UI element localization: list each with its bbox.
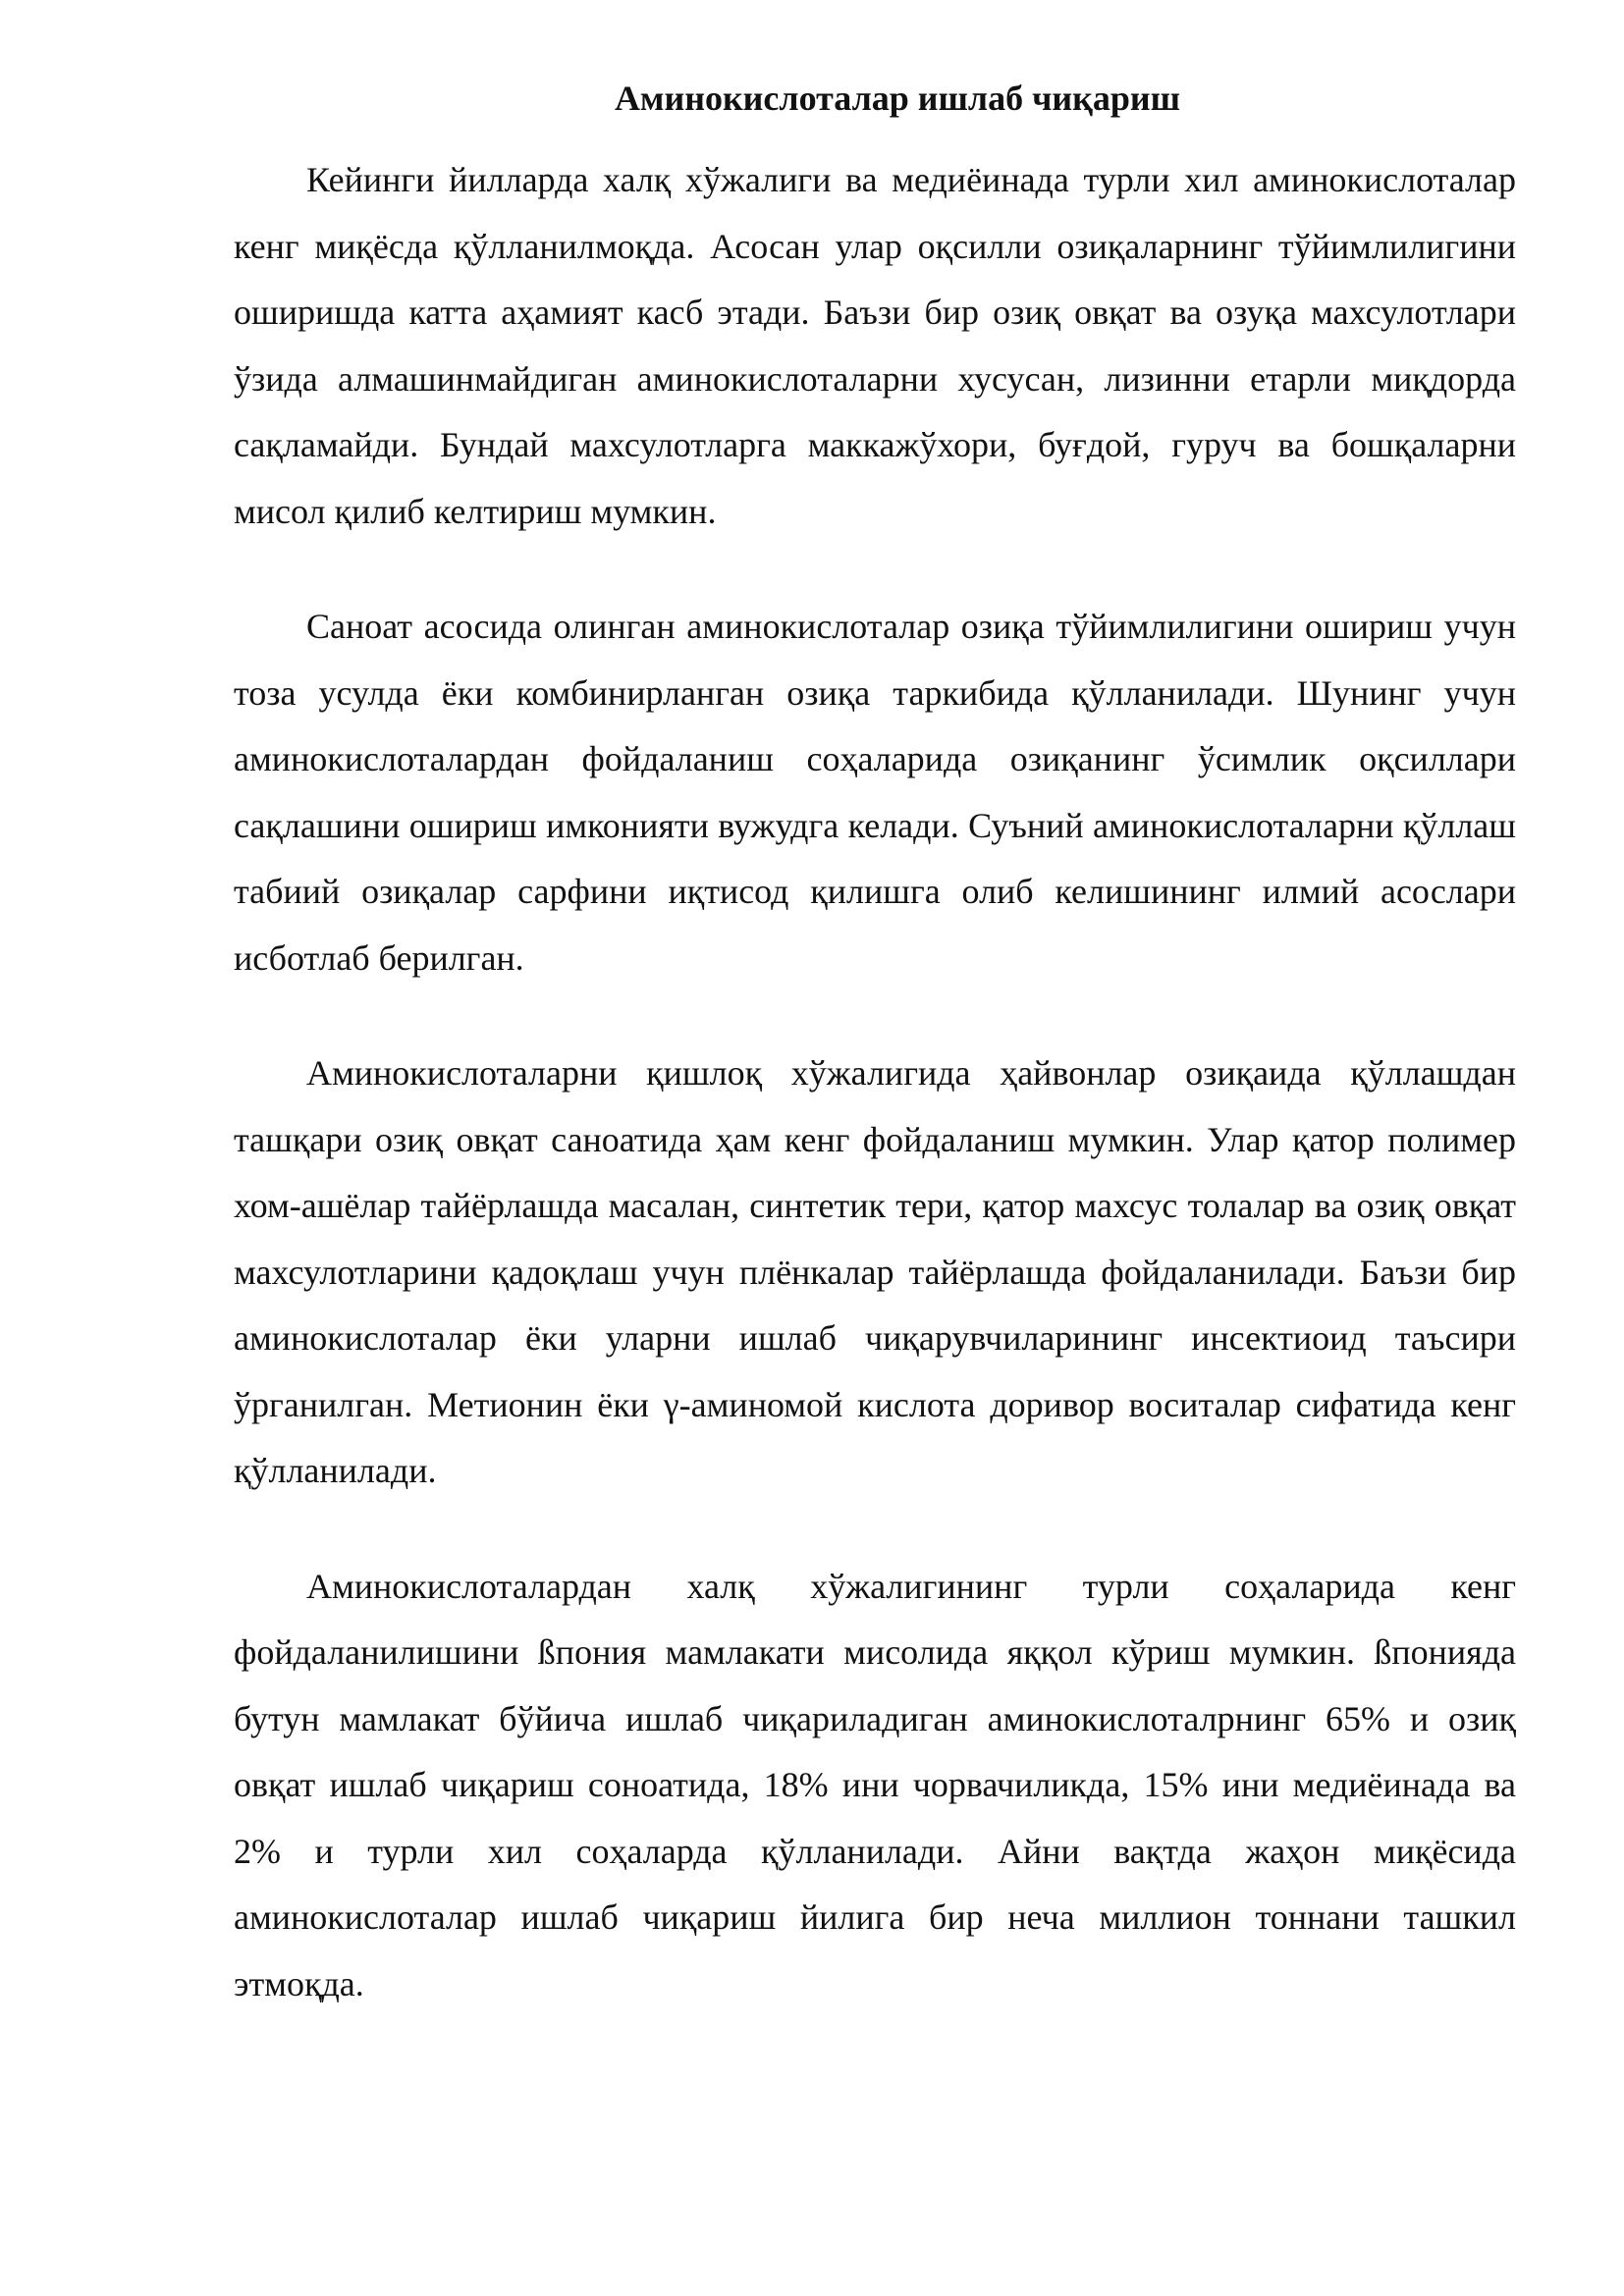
paragraph-1: Кейинги йилларда халқ хўжалиги ва медиёинада турли хил аминокислоталар кенг миқёсда қўлланилмоқда. Асосан улар оқсилли озиқаларнинг тўйимлилигини оширишда катта аҳамият касб этади. Баъзи бир озиқ овқат ва озуқа махсулотлари ўзида алмашинмайдиган аминокислоталарни хусусан, лизинни етарли миқдорда сақламайди. Бундай махсулотларга маккажўхори, буғдой, гуруч ва бошқаларни мисол қилиб келтириш мумкин. xyxy=(234,160,1516,531)
paragraph-2: Саноат асосида олинган аминокислоталар озиқа тўйимлилигини ошириш учун тоза усулда ёки комбинирланган озиқа таркибида қўлланилади. Шунинг учун аминокислоталардан фойдаланиш соҳаларида озиқанинг ўсимлик оқсиллари сақлашини ошириш имконияти вужудга келади. Суъний аминокислоталарни қўллаш табиий озиқалар сарфини иқтисод қилишга олиб келишининг илмий асослари исботлаб берилган. xyxy=(234,607,1516,978)
document-body xyxy=(234,75,1516,2017)
document-title: Аминокислоталар ишлаб чиқариш xyxy=(614,79,1181,118)
paragraph-3: Аминокислоталарни қишлоқ хўжалигида ҳайвонлар озиқаида қўллашдан ташқари озиқ овқат саноатида ҳам кенг фойдаланиш мумкин. Улар қатор полимер хом-ашёлар тайёрлашда масалан, синтетик тери, қатор махсус толалар ва озиқ овқат махсулотларини қадоқлаш учун плёнкалар тайёрлашда фойдаланилади. Баъзи бир аминокислоталар ёки уларни ишлаб чиқарувчиларининг инсектиоид таъсири ўрганилган. Метионин ёки γ-аминомой кислота доривор воситалар сифатида кенг қўлланилади. xyxy=(234,1053,1516,1490)
paragraph-4: Аминокислоталардан халқ хўжалигининг турли соҳаларида кенг фойдаланилишини ßпония мамлакати мисолида яққол кўриш мумкин. ßпонияда бутун мамлакат бўйича ишлаб чиқариладиган аминокислоталрнинг 65% и озиқ овқат ишлаб чиқариш соноатида, 18% ини чорвачиликда, 15% ини медиёинада ва 2% и турли хил соҳаларда қўлланилади. Айни вақтда жаҳон миқёсида аминокислоталар ишлаб чиқариш йилига бир неча миллион тоннани ташкил этмоқда. xyxy=(234,1566,1516,2003)
